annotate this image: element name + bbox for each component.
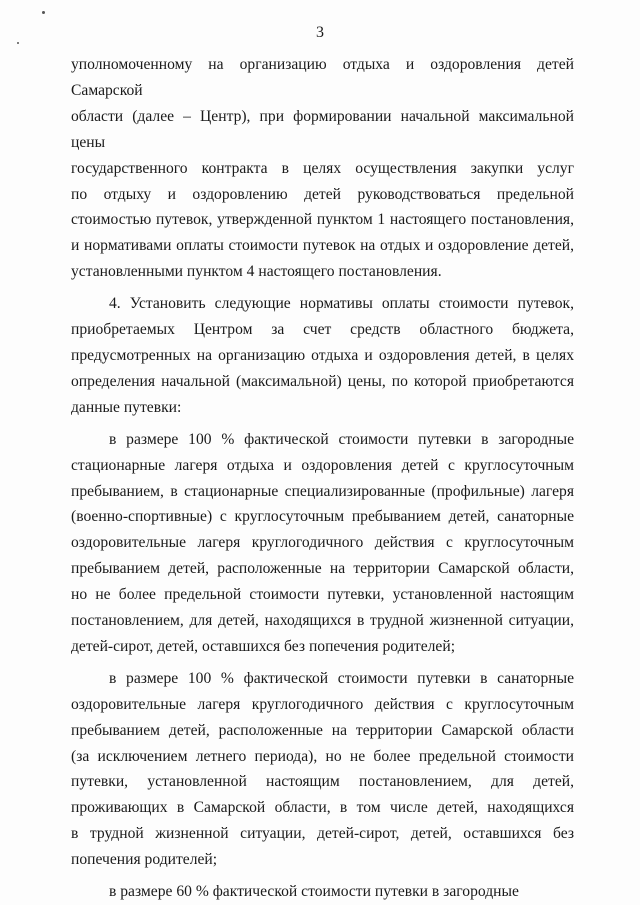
text-line: оздоровительные лагеря круглогодичного действия с круглосуточным bbox=[71, 534, 574, 552]
text-line: пребыванием, в стационарные специализированные (профильные) лагеря bbox=[71, 482, 574, 500]
text-line: в трудной жизненной ситуации, детей-сирот, детей, оставшихся без bbox=[71, 825, 574, 843]
text-line: определения начальной (максимальной) цены, по которой приобретаются bbox=[71, 372, 574, 390]
text-line: путевки, установленной настоящим постановлением, для детей, bbox=[71, 773, 574, 791]
text-line: в размере 100 % фактической стоимости путевки в санаторные bbox=[109, 669, 574, 687]
text-line: постановлением, для детей, находящихся в трудной жизненной ситуации, bbox=[71, 612, 574, 630]
text-line: (за исключением летнего периода), но не более предельной стоимости bbox=[71, 747, 574, 765]
paragraph bbox=[71, 666, 574, 873]
scan-speck bbox=[17, 42, 19, 44]
text-line: стоимостью путевок, утвержденной пунктом 1 настоящего постановления, bbox=[71, 211, 574, 229]
text-line: приобретаемых Центром за счет средств областного бюджета, bbox=[71, 321, 574, 339]
text-line: предусмотренных на организацию отдыха и оздоровления детей, в целях bbox=[71, 346, 574, 364]
text-line: стационарные лагеря отдыха и оздоровления детей с круглосуточным bbox=[71, 456, 574, 474]
page-number: 3 bbox=[316, 24, 324, 41]
text-line: установленными пунктом 4 настоящего постановления. bbox=[71, 263, 442, 281]
text-line: государственного контракта в целях осуществления закупки услуг bbox=[71, 159, 574, 177]
text-line: и нормативами оплаты стоимости путевок на отдых и оздоровление детей, bbox=[71, 237, 574, 255]
paragraph bbox=[71, 879, 574, 905]
text-line: в размере 100 % фактической стоимости путевки в загородные bbox=[109, 430, 574, 448]
text-line: уполномоченному на организацию отдыха и оздоровления детей Самарской bbox=[71, 56, 574, 99]
text-line: 4. Установить следующие нормативы оплаты стоимости путевок, bbox=[109, 295, 574, 313]
text-line: по отдыху и оздоровлению детей руководствоваться предельной bbox=[71, 185, 574, 203]
paragraph bbox=[71, 291, 574, 421]
text-line: в размере 60 % фактической стоимости путевки в загородные bbox=[109, 883, 519, 901]
text-line: но не более предельной стоимости путевки, установленной настоящим bbox=[71, 586, 574, 604]
text-line: данные путевки: bbox=[71, 398, 182, 416]
paragraph bbox=[71, 52, 574, 285]
scan-speck bbox=[42, 11, 45, 14]
text-line: (военно-спортивные) с круглосуточным пребыванием детей, санаторные bbox=[71, 508, 574, 526]
paragraph bbox=[71, 427, 574, 660]
text-line: пребыванием детей, расположенные на территории Самарской области, bbox=[71, 560, 574, 578]
text-line: детей-сирот, детей, оставшихся без попечения родителей; bbox=[71, 637, 456, 655]
document-body bbox=[71, 52, 574, 905]
text-line: проживающих в Самарской области, в том числе детей, находящихся bbox=[71, 799, 574, 817]
text-line: попечения родителей; bbox=[71, 851, 218, 869]
text-line: области (далее – Центр), при формировании начальной максимальной цены bbox=[71, 107, 574, 151]
text-line: оздоровительные лагеря круглогодичного действия с круглосуточным bbox=[71, 695, 574, 713]
text-line: пребыванием детей, расположенные на территории Самарской области bbox=[71, 721, 574, 739]
